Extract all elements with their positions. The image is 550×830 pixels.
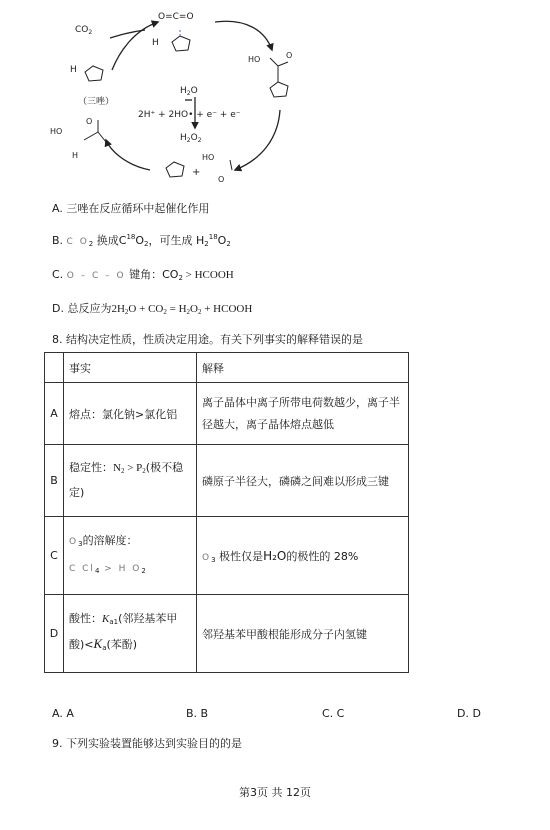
co2-arrow (110, 30, 145, 38)
answer-c: C. C (322, 707, 345, 720)
row-label: C (45, 517, 64, 595)
formic-ho-label: HO (50, 127, 63, 136)
explanation-table (44, 352, 409, 673)
answer-a: A. A (52, 707, 74, 720)
co2-label: CO (75, 25, 89, 35)
triazole-ring-top (172, 36, 190, 51)
table-row (45, 595, 409, 673)
row-fact: 稳定性：$N_2 > P_2$(极不稳定) (64, 445, 197, 517)
cycle-arrow-right-down (235, 110, 280, 170)
bottom-o-label: O (218, 175, 225, 184)
row-fact: 熔点：氯化钠>氯化铝 (64, 383, 197, 445)
row-label: B (45, 445, 64, 517)
formic-h-label: H (72, 151, 79, 160)
table-row (45, 445, 409, 517)
right-o-label: O (286, 51, 293, 60)
bottom-ho-label: HO (202, 153, 215, 162)
option-7c: C. O – C – O 键角：$CO_2$ > HCOOH (52, 268, 234, 282)
center-h2o2-label: H (180, 133, 187, 143)
reaction-cycle-diagram (40, 0, 340, 192)
top-h-label: H (152, 38, 159, 48)
question-9-stem: 9. 下列实验装置能够达到实验目的的是 (52, 737, 242, 750)
center-reaction-line: 2H⁺ + 2HO• + e⁻ + e⁻ (138, 110, 241, 120)
row-explain: $O_3$ 极性仅是H₂O的极性的 28% (197, 517, 409, 595)
row-label: A (45, 383, 64, 445)
triazole-ring-right (270, 82, 288, 97)
triazole-name-label: （三唑） (78, 97, 115, 107)
table-header-row (45, 353, 409, 383)
row-explain: 离子晶体中离子所带电荷数越少，离子半径越大，离子晶体熔点越低 (197, 383, 409, 445)
right-ho-label: HO (248, 55, 261, 64)
header-fact: 事实 (64, 353, 197, 383)
answer-b: B. B (186, 707, 209, 720)
table-row (45, 517, 409, 595)
row-label: D (45, 595, 64, 673)
bottom-plus: + (192, 167, 201, 178)
row-explain: 磷原子半径大，磷磷之间难以形成三键 (197, 445, 409, 517)
page-footer: 第3页 共 12页 (239, 786, 311, 799)
header-explain: 解释 (197, 353, 409, 383)
row-fact: $O_3$的溶解度： C $Cl_4 > H$ $O_2$ (64, 517, 197, 595)
cycle-arrow-bottom-left (106, 140, 150, 170)
svg-text:H2O2: $H_2O_2$ (180, 133, 202, 144)
formic-o-label: O (86, 117, 93, 126)
row-explain: 邻羟基苯甲酸根能形成分子内氢键 (197, 595, 409, 673)
answer-d: D. D (457, 707, 481, 720)
option-7a: A. 三唑在反应循环中起催化作用 (52, 202, 210, 215)
triazole-ring-bottom (166, 162, 184, 177)
svg-text:CO2: $CO_2$ (75, 25, 93, 36)
option-7b: B. C $O_2$ 换成$C^{18}O_2$，可生成 $H_2^{18}O_2$ (52, 233, 231, 248)
question-8-stem: 8. 结构决定性质，性质决定用途。有关下列事实的解释错误的是 (52, 333, 363, 346)
triazole-ring-left (85, 66, 103, 81)
option-7d: D. 总反应为$2H_2O + CO_2 = H_2O_2$ + HCOOH (52, 302, 253, 316)
center-h2o-label: H (180, 86, 187, 96)
left-h-label: H (70, 65, 77, 75)
row-fact: 酸性：$K_{a1}$(邻羟基苯甲酸)$<K_a$(苯酚) (64, 595, 197, 673)
table-row (45, 383, 409, 445)
cycle-arrow-top-right (215, 21, 272, 50)
svg-text:H2O: $H_2O$ (180, 86, 198, 97)
top-oco-label: O=C=O (158, 12, 194, 22)
